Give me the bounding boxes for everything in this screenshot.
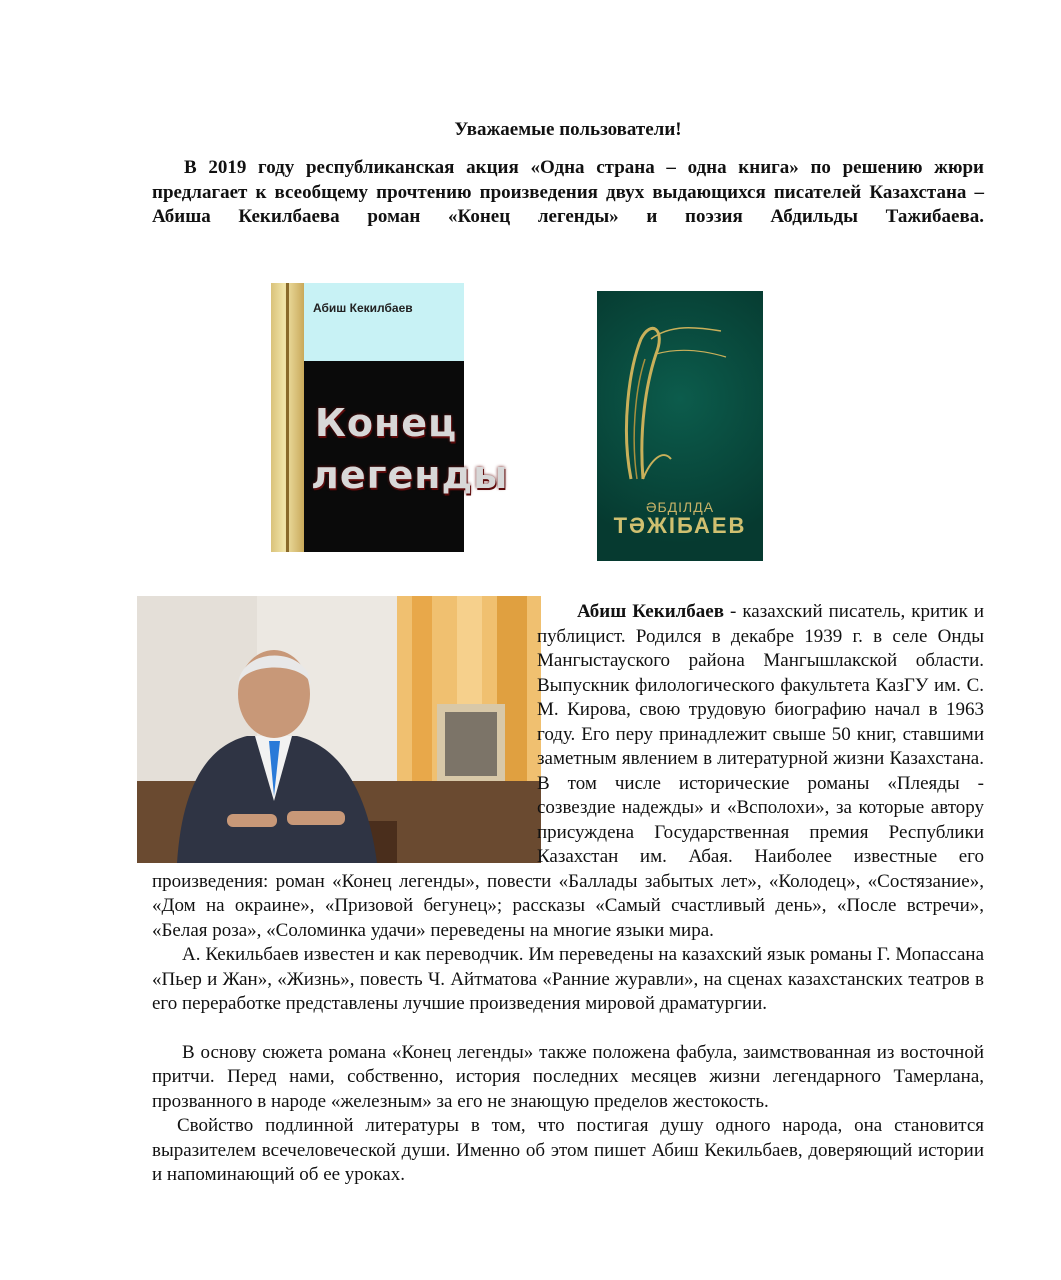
book-cover-konec-legendy [271, 283, 509, 552]
book-author-line1: ӘБДІЛДА [645, 499, 715, 515]
book-cover-tazhibaev [597, 291, 763, 561]
book-spine-line [286, 283, 289, 552]
author-name: Абиш Кекилбаев [577, 601, 724, 622]
book-title-line1: Конец [314, 401, 458, 445]
book-title-line2: легенды [311, 453, 509, 497]
book-author: Абиш Кекилбаев [313, 301, 413, 315]
biography-text: - казахский писатель, критик и публицист. Родился в декабре 1939 г. в селе Онды Мангыстауского района Мангышлакской области. Выпускник филологического факультета КазГУ им. С. М. Кирова, свою трудовую биографию начал в 1963 году. Его перу принадлежит свыше 50 книг, ставшими заметным явлением в литературной жизни Казахстана. В том числе исторические романы «Плеяды - созвездие надежды» и «Всполохи», за которые автору присуждена Государственная премия Республики Казахстан им. Абая. Наиболее известные его произведения: роман «Конец легенды», повести «Баллады забытых лет», «Колодец», «Состязание», «Дом на окраине», «Призовой бегунец»; рассказы «Самый счастливый день», «После встречи», «Белая роза», «Соломинка удачи» переведены на многие языки мира. [152, 601, 984, 941]
book-cover-top-band [304, 283, 464, 361]
calligraphy-ornament [611, 309, 751, 489]
literature-paragraph: Свойство подлинной литературы в том, что постигая душу одного народа, она становится выразителем всечеловеческой души. Именно об этом пишет Абиш Кекильбаев, доверяющий истории и напоминающий об ее уроках. [152, 1115, 984, 1185]
biography-text-block [152, 600, 984, 1188]
intro-paragraph: В 2019 году республиканская акция «Одна страна – одна книга» по решению жюри предлагает к всеобщему прочтению произведения двух выдающихся писателей Казахстана – Абиша Кекилбаева роман «Конец легенды» и поэзия Абдильды Тажибаева. [152, 157, 984, 227]
page-title: Уважаемые пользователи! [454, 119, 682, 140]
book-author-line2: ТӘЖІБАЕВ [613, 513, 747, 538]
translator-paragraph: А. Кекильбаев известен и как переводчик. Им переведены на казахский язык романы Г. Мопассана «Пьер и Жан», «Жизнь», повесть Ч. Айтматова «Ранние журавли», на сценах казахстанских театров в его переработке представлены лучшие произведения мировой драматургии. [152, 944, 984, 1014]
photo-text-wrap-space [137, 600, 537, 860]
plot-paragraph: В основу сюжета романа «Конец легенды» также положена фабула, заимствованная из восточной притчи. Перед нами, собственно, история последних месяцев жизни легендарного Тамерлана, прозванного в народе «железным» за его не знающую пределов жестокость. [152, 1041, 984, 1112]
